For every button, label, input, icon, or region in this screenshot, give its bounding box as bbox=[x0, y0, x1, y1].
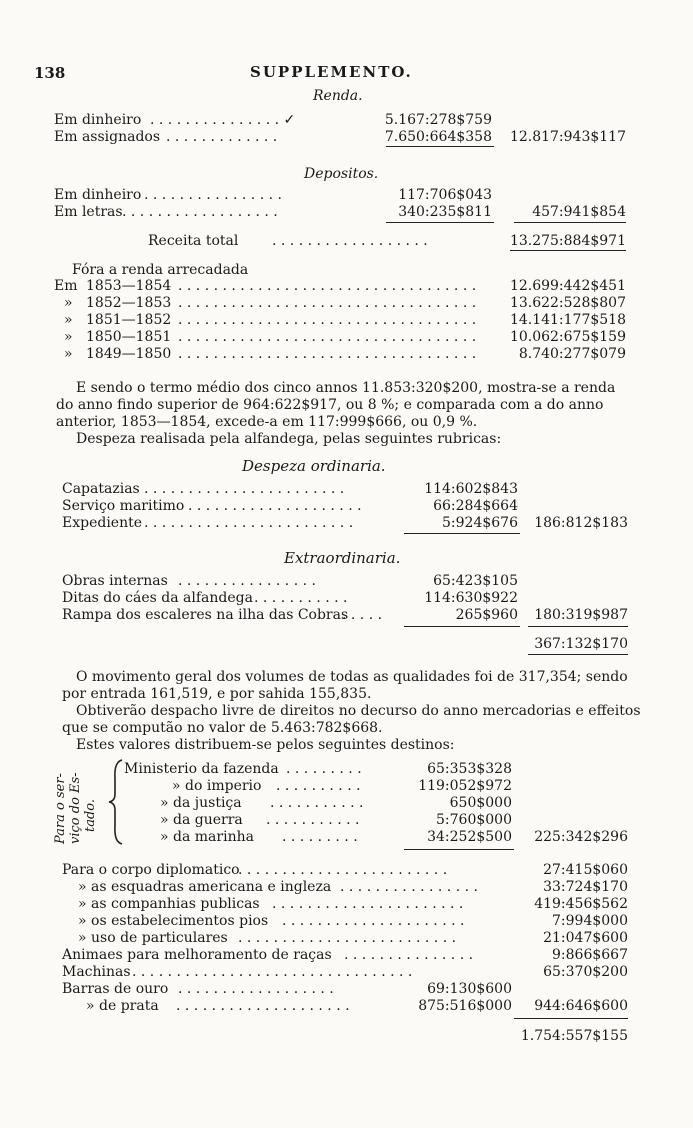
row-total: 457:941$854 bbox=[532, 204, 626, 220]
rule bbox=[528, 654, 628, 655]
row-total: 12.817:943$117 bbox=[509, 129, 626, 145]
text-line: Despeza realisada pela alfandega, pelas seguintes rubricas: bbox=[76, 431, 502, 447]
row-value: 5.167:278$759 bbox=[384, 112, 492, 128]
row-leader: . . . . . . . . . . . . . . . . . . bbox=[178, 981, 334, 997]
side-label-line: viço do Es- bbox=[68, 772, 83, 844]
rule bbox=[404, 849, 514, 850]
row-total: 33:724$170 bbox=[543, 879, 628, 895]
brace-icon bbox=[106, 758, 126, 846]
fora-period: 1850—1851 bbox=[86, 329, 172, 345]
row-label: Obras internas bbox=[62, 573, 168, 589]
row-label: Capatazias bbox=[62, 481, 140, 497]
extraordinaria-heading: Extraordinaria. bbox=[284, 549, 401, 567]
row-leader: . . . . . . . . . . . . . . . ✓ bbox=[150, 112, 296, 128]
row-leader: . . . . . . . . . . . . . . . . . . . . . bbox=[282, 913, 465, 929]
row-total: 225:342$296 bbox=[534, 829, 628, 845]
fora-value: 14.141:177$518 bbox=[509, 312, 626, 328]
row-label: » da marinha bbox=[160, 829, 254, 845]
row-label: Em dinheiro bbox=[54, 187, 142, 203]
row-leader: . . . . . . . . . . . . . . . . . . bbox=[122, 204, 278, 220]
rule bbox=[404, 533, 520, 534]
row-label: Machinas bbox=[62, 964, 131, 980]
row-leader: . . . . . . . . . . . . . . . . . . . . . . . . . . . . . . . . . . bbox=[178, 278, 477, 294]
row-label: Rampa dos escaleres na ilha das Cobras bbox=[62, 607, 349, 623]
row-total: 9:866$667 bbox=[552, 947, 628, 963]
row-leader: . . . . . . . . . . . . . . . bbox=[344, 947, 474, 963]
row-leader: . . . . . . . . . . . . . . . . . . . . . . . bbox=[144, 481, 345, 497]
running-title: SUPPLEMENTO. bbox=[250, 63, 413, 81]
row-total: 65:370$200 bbox=[543, 964, 628, 980]
row-value: 117:706$043 bbox=[398, 187, 492, 203]
row-leader: . . . . . bbox=[342, 607, 383, 623]
row-label: » as companhias publicas bbox=[78, 896, 260, 912]
despeza-total: 367:132$170 bbox=[534, 636, 628, 652]
row-leader: . . . . . . . . . . . . . . . . bbox=[178, 573, 316, 589]
row-label: Em dinheiro bbox=[54, 112, 142, 128]
rule bbox=[514, 222, 626, 223]
row-leader: . . . . . . . . . . bbox=[276, 778, 361, 794]
row-label: Para o corpo diplomatico bbox=[62, 862, 240, 878]
ordinaria-heading: Despeza ordinaria. bbox=[242, 457, 386, 475]
text-line: Obtiverão despacho livre de direitos no decurso do anno mercadorias e effeitos bbox=[76, 703, 641, 719]
rule bbox=[386, 222, 494, 223]
renda-heading: Renda. bbox=[313, 88, 363, 104]
row-value: 875:516$000 bbox=[418, 998, 512, 1014]
row-leader: . . . . . . . . . . . . . . . . . . . . bbox=[176, 998, 350, 1014]
row-label: Serviço maritimo bbox=[62, 498, 185, 514]
row-leader: . . . . . . . . . . . . . . . . bbox=[340, 879, 478, 895]
fora-period: 1853—1854 bbox=[86, 278, 172, 294]
fora-prefix: » bbox=[64, 329, 73, 345]
row-label: » uso de particulares bbox=[78, 930, 228, 946]
rule bbox=[514, 1018, 628, 1019]
row-label: » da justiça bbox=[160, 795, 242, 811]
row-value: 65:353$328 bbox=[427, 761, 512, 777]
row-total: 7:994$000 bbox=[552, 913, 628, 929]
grand-total: 1.754:557$155 bbox=[520, 1028, 628, 1044]
row-value: 66:284$664 bbox=[433, 498, 518, 514]
row-value: 340:235$811 bbox=[398, 204, 492, 220]
row-leader: . . . . . . . . . . . . . . . . . . . . bbox=[188, 498, 362, 514]
row-label: Animaes para melhoramento de raças bbox=[62, 947, 332, 963]
row-label: » os estabelecimentos pios bbox=[78, 913, 269, 929]
row-leader: . . . . . . . . . . . bbox=[266, 812, 360, 828]
rule bbox=[386, 146, 494, 147]
row-label: Em assignados bbox=[54, 129, 161, 145]
row-leader: . . . . . . . . . . . . . . . . . . . . . . . . . . . . . . . . . . bbox=[178, 329, 477, 345]
fora-heading: Fóra a renda arrecadada bbox=[72, 262, 249, 278]
row-leader: . . . . . . . . . . . . . . . . bbox=[144, 187, 282, 203]
row-leader: . . . . . . . . . . . . . . . . . . . . . . . . bbox=[238, 862, 448, 878]
row-total: 180:319$987 bbox=[534, 607, 628, 623]
row-total: 419:456$562 bbox=[534, 896, 628, 912]
row-value: 650$000 bbox=[449, 795, 512, 811]
row-label: Ditas do cáes da alfandega bbox=[62, 590, 253, 606]
text-line: Estes valores distribuem-se pelos seguintes destinos: bbox=[76, 737, 455, 753]
row-leader: . . . . . . . . . . . . . . . . . . . . . . . . . bbox=[238, 930, 457, 946]
rule bbox=[528, 626, 628, 627]
row-leader: . . . . . . . . . . . bbox=[270, 795, 364, 811]
fora-prefix: » bbox=[64, 312, 73, 328]
row-value: 7.650:664$358 bbox=[384, 129, 492, 145]
row-leader: . . . . . . . . . . . . . . . . . . . . . . . . . . . . . . . . . . bbox=[178, 346, 477, 362]
text-line: que se computão no valor de 5.463:782$668. bbox=[62, 720, 383, 736]
fora-period: 1849—1850 bbox=[86, 346, 172, 362]
row-value: 5:760$000 bbox=[436, 812, 512, 828]
row-leader: . . . . . . . . . bbox=[282, 829, 358, 845]
row-leader: . . . . . . . . . bbox=[286, 761, 362, 777]
fora-value: 13.622:528$807 bbox=[509, 295, 626, 311]
rule bbox=[510, 250, 626, 251]
fora-period: 1852—1853 bbox=[86, 295, 172, 311]
depositos-heading: Depositos. bbox=[304, 166, 379, 182]
row-leader: . . . . . . . . . . . . . . . . . . . . . . . . . . . . . . . . . . bbox=[178, 312, 477, 328]
row-label: Barras de ouro bbox=[62, 981, 169, 997]
row-leader: . . . . . . . . . . . . . . . . . . . . . . . . . . . . . . . . bbox=[132, 964, 413, 980]
fora-value: 12.699:442$451 bbox=[509, 278, 626, 294]
row-leader: . . . . . . . . . . . . . bbox=[166, 129, 278, 145]
page-number: 138 bbox=[34, 64, 66, 82]
receita-value: 13.275:884$971 bbox=[509, 233, 626, 249]
row-label: » de prata bbox=[86, 998, 159, 1014]
side-label-line: Para o ser- bbox=[53, 773, 68, 844]
row-value: 65:423$105 bbox=[433, 573, 518, 589]
row-label: » as esquadras americana e ingleza bbox=[78, 879, 332, 895]
row-value: 5:924$676 bbox=[442, 515, 518, 531]
row-leader: . . . . . . . . . . . . . . . . . . . . . . bbox=[272, 896, 464, 912]
row-leader: . . . . . . . . . . . . . . . . . . . . . . . . . . . . . . . . . . bbox=[178, 295, 477, 311]
row-value: 114:630$922 bbox=[424, 590, 518, 606]
row-value: 34:252$500 bbox=[427, 829, 512, 845]
side-label-line: tado. bbox=[83, 798, 98, 832]
fora-value: 8.740:277$079 bbox=[518, 346, 626, 362]
text-line: E sendo o termo médio dos cinco annos 11.853:320$200, mostra-se a renda bbox=[76, 380, 616, 396]
text-line: O movimento geral dos volumes de todas as qualidades foi de 317,354; sendo bbox=[76, 669, 628, 685]
row-label: » do imperio bbox=[172, 778, 262, 794]
row-leader: . . . . . . . . . . . . . . . . . . bbox=[272, 233, 428, 249]
text-line: anterior, 1853—1854, excede-a em 117:999$666, ou 0,9 %. bbox=[56, 414, 478, 430]
fora-prefix: » bbox=[64, 346, 73, 362]
fora-prefix: » bbox=[64, 295, 73, 311]
row-value: 114:602$843 bbox=[424, 481, 518, 497]
row-leader: . . . . . . . . . . . . . . . . . . . . . . . . bbox=[144, 515, 354, 531]
side-label bbox=[54, 758, 108, 844]
row-value: 119:052$972 bbox=[418, 778, 512, 794]
fora-period: 1851—1852 bbox=[86, 312, 172, 328]
fora-prefix: Em bbox=[54, 278, 78, 294]
row-label: » da guerra bbox=[160, 812, 243, 828]
rule bbox=[404, 626, 520, 627]
fora-value: 10.062:675$159 bbox=[509, 329, 626, 345]
row-label: Ministerio da fazenda bbox=[124, 761, 279, 777]
row-total: 186:812$183 bbox=[534, 515, 628, 531]
row-total: 21:047$600 bbox=[543, 930, 628, 946]
row-value: 265$960 bbox=[455, 607, 518, 623]
row-label: Em letras bbox=[54, 204, 123, 220]
row-leader: . . . . . . . . . . . bbox=[254, 590, 348, 606]
text-line: do anno findo superior de 964:622$917, ou 8 %; e comparada com a do anno bbox=[56, 397, 604, 413]
row-value: 69:130$600 bbox=[427, 981, 512, 997]
text-line: por entrada 161,519, e por sahida 155,835. bbox=[62, 686, 372, 702]
row-total: 27:415$060 bbox=[543, 862, 628, 878]
receita-label: Receita total bbox=[148, 233, 239, 249]
row-total: 944:646$600 bbox=[534, 998, 628, 1014]
row-label: Expediente bbox=[62, 515, 143, 531]
